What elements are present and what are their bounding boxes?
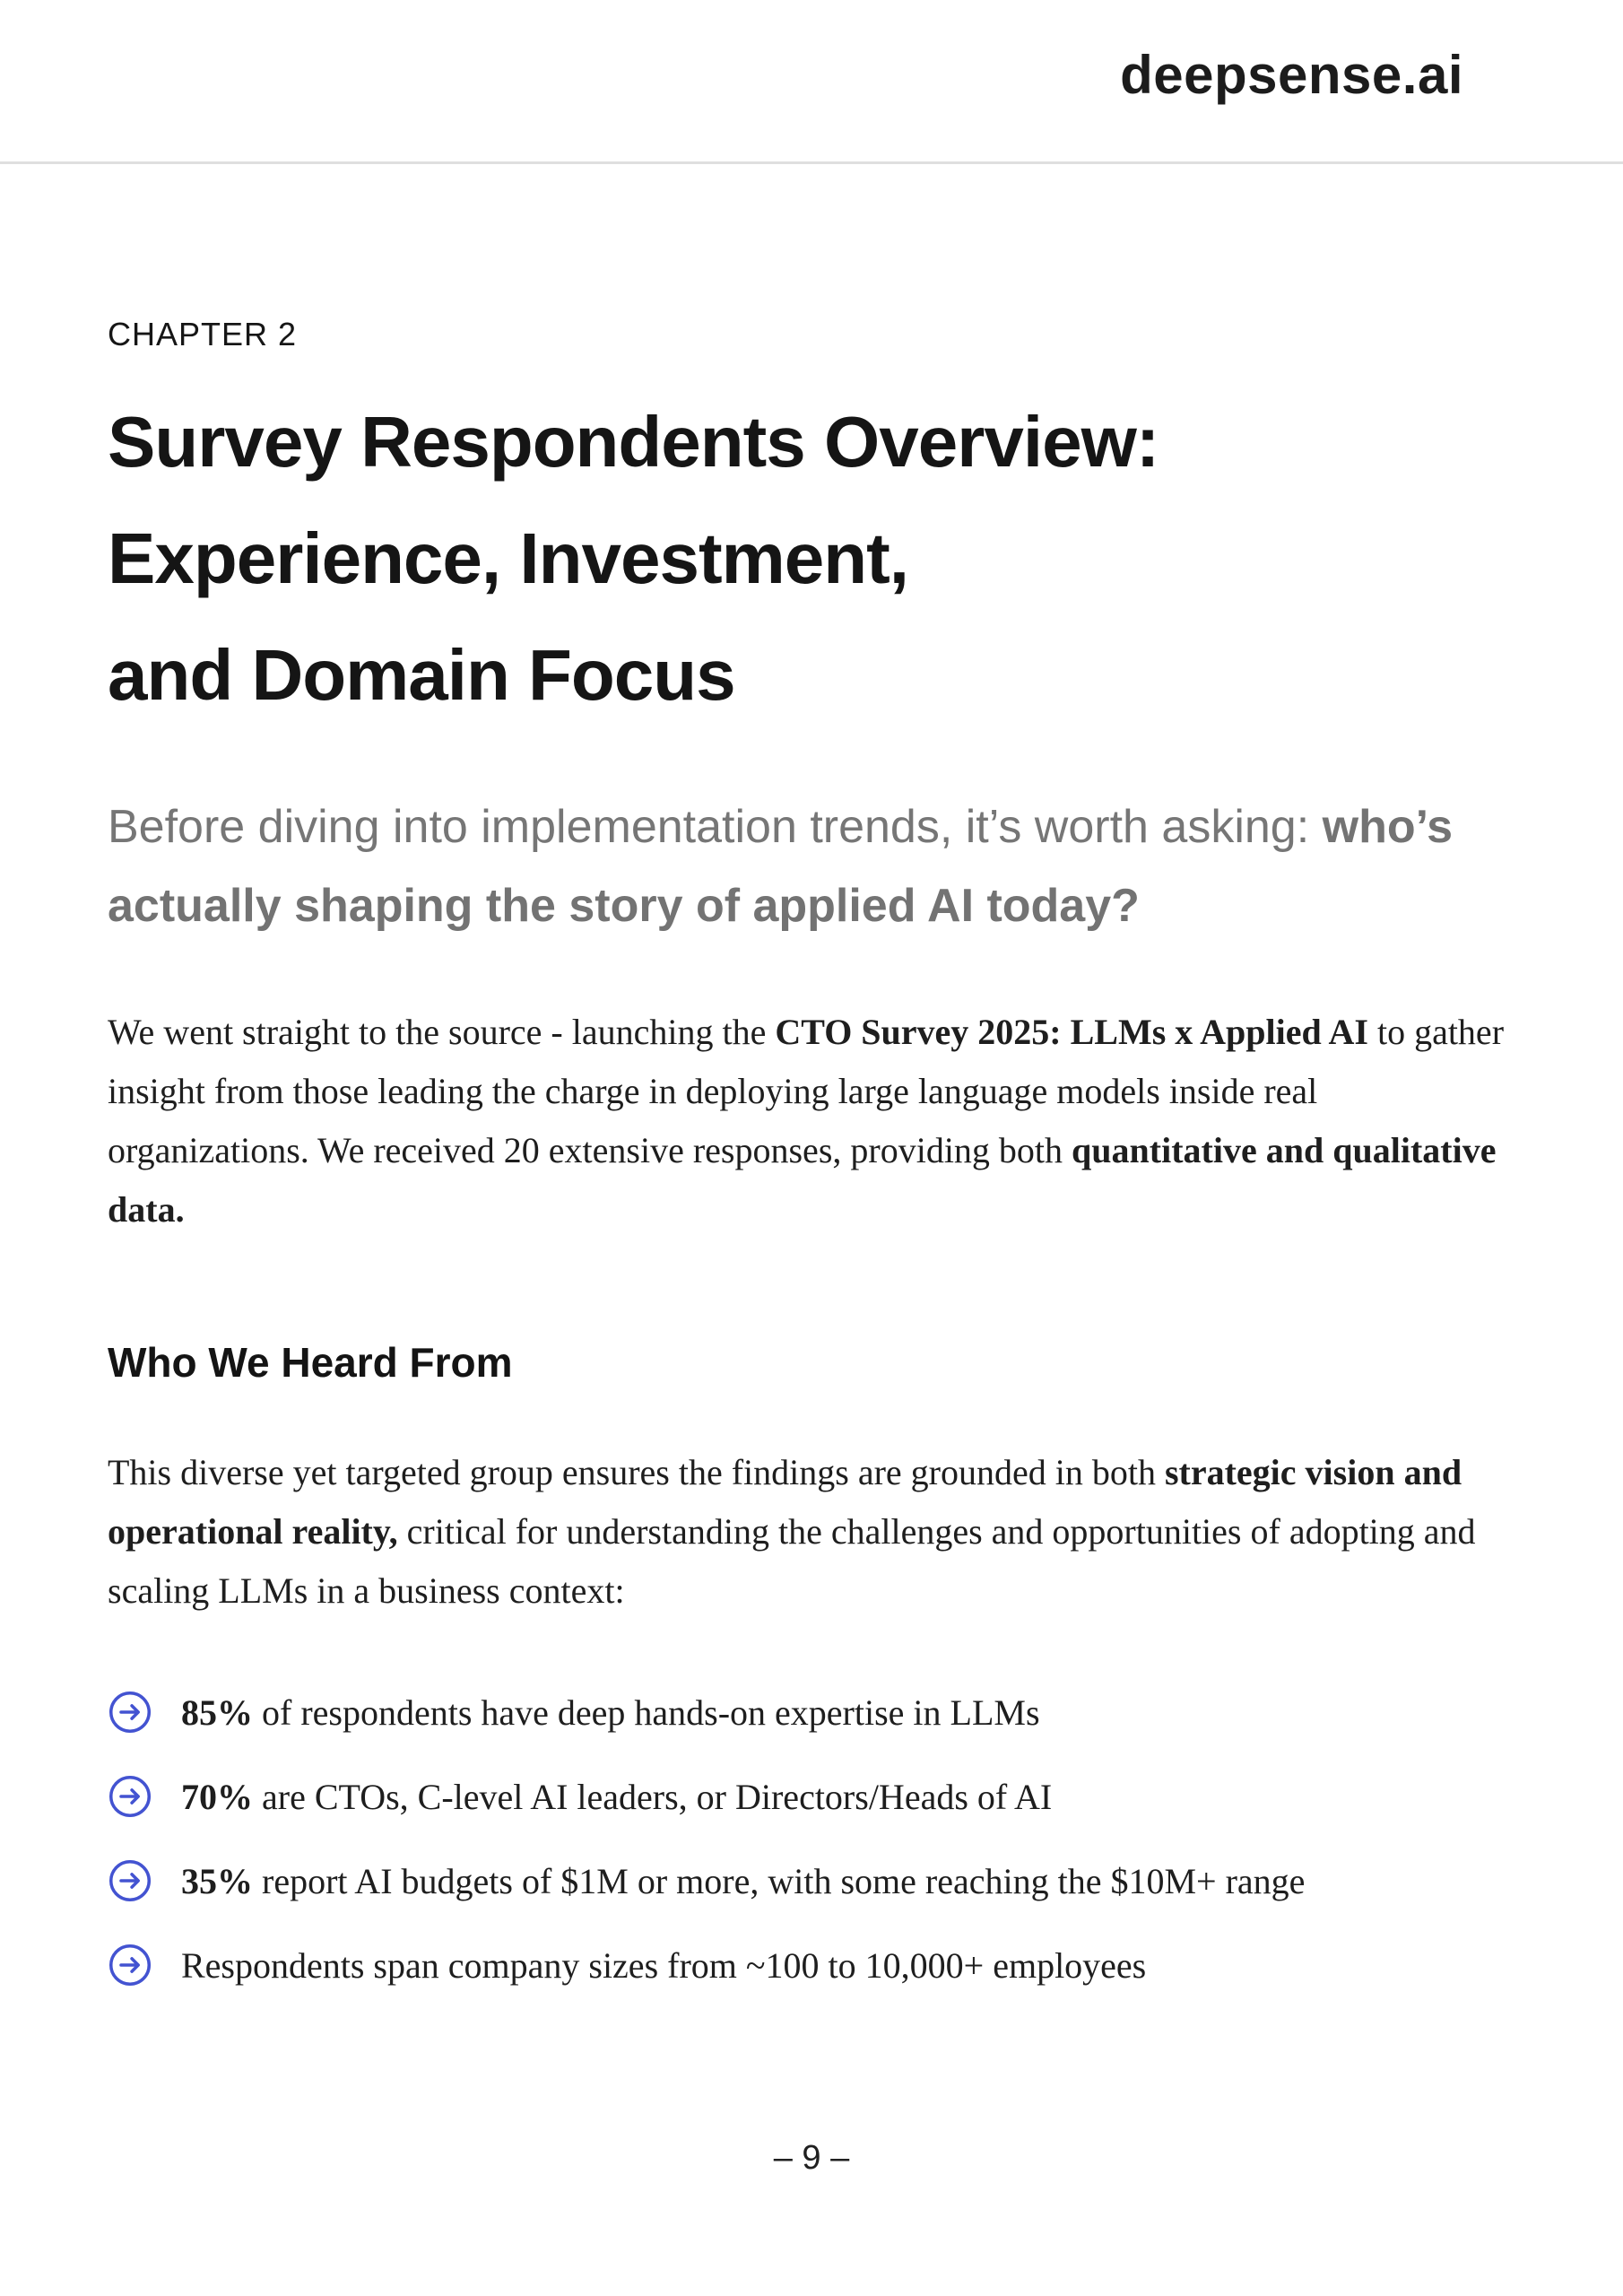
list-item [108, 1689, 1515, 1737]
bullet-body: of respondents have deep hands-on expertise in LLMs [253, 1692, 1040, 1734]
section-paragraph [108, 1443, 1515, 1621]
page-title-line-2: Experience, Investment, [108, 518, 908, 599]
lead-paragraph [108, 787, 1488, 945]
intro-bold-1: CTO Survey 2025: LLMs x Applied AI [775, 1012, 1368, 1053]
list-item [108, 1773, 1515, 1822]
list-item [108, 1857, 1515, 1906]
page-content [0, 315, 1623, 1990]
page-title [108, 384, 1515, 734]
page-footer [0, 2139, 1623, 2178]
section-heading: Who We Heard From [108, 1339, 513, 1387]
list-item [108, 1942, 1515, 1990]
bullet-text [181, 1689, 1040, 1737]
arrow-right-circle-icon [108, 1943, 152, 1987]
intro-bold-2: quantitative and qualitative data. [108, 1130, 1497, 1231]
bullet-stat: 35% [181, 1861, 253, 1902]
intro-text-2: to gather insight from those leading the charge in deploying large language models inside real organizations. We received 20 extensive responses, providing both [108, 1012, 1505, 1171]
arrow-right-circle-icon [108, 1858, 152, 1903]
arrow-right-circle-icon [108, 1690, 152, 1735]
section-text-2: critical for understanding the challenges and opportunities of adopting and scaling LLMs in a business context: [108, 1511, 1476, 1612]
bullet-text [181, 1942, 1146, 1990]
page-number: – 9 – [773, 2139, 850, 2177]
bullet-stat: 70% [181, 1777, 253, 1818]
bullet-text [181, 1773, 1052, 1822]
header-divider [0, 161, 1623, 164]
deepsense-logo: deepsense.ai [1120, 45, 1463, 105]
bullet-text [181, 1857, 1305, 1906]
chapter-kicker: CHAPTER 2 [108, 316, 298, 352]
lead-regular-text: Before diving into implementation trends, it’s worth asking: [108, 801, 1323, 854]
arrow-right-circle-icon [108, 1774, 152, 1819]
bullet-body: Respondents span company sizes from ~100 to 10,000+ employees [181, 1945, 1147, 1987]
page-title-line-3: and Domain Focus [108, 635, 735, 716]
bullet-body: are CTOs, C-level AI leaders, or Directors/Heads of AI [253, 1777, 1053, 1818]
intro-text-1: We went straight to the source - launching the [108, 1012, 776, 1053]
bullet-stat: 85% [181, 1692, 253, 1734]
lead-bold-text: who’s actually shaping the story of applied AI today? [108, 801, 1454, 933]
page-header [0, 0, 1623, 161]
bullet-body: report AI budgets of $1M or more, with some reaching the $10M+ range [253, 1861, 1306, 1902]
intro-paragraph [108, 1003, 1515, 1239]
page-title-line-1: Survey Respondents Overview: [108, 402, 1159, 483]
section-text-1: This diverse yet targeted group ensures the findings are grounded in both [108, 1452, 1165, 1493]
bullet-list [108, 1689, 1515, 1990]
section-bold-1: strategic vision and operational reality, [108, 1452, 1462, 1552]
